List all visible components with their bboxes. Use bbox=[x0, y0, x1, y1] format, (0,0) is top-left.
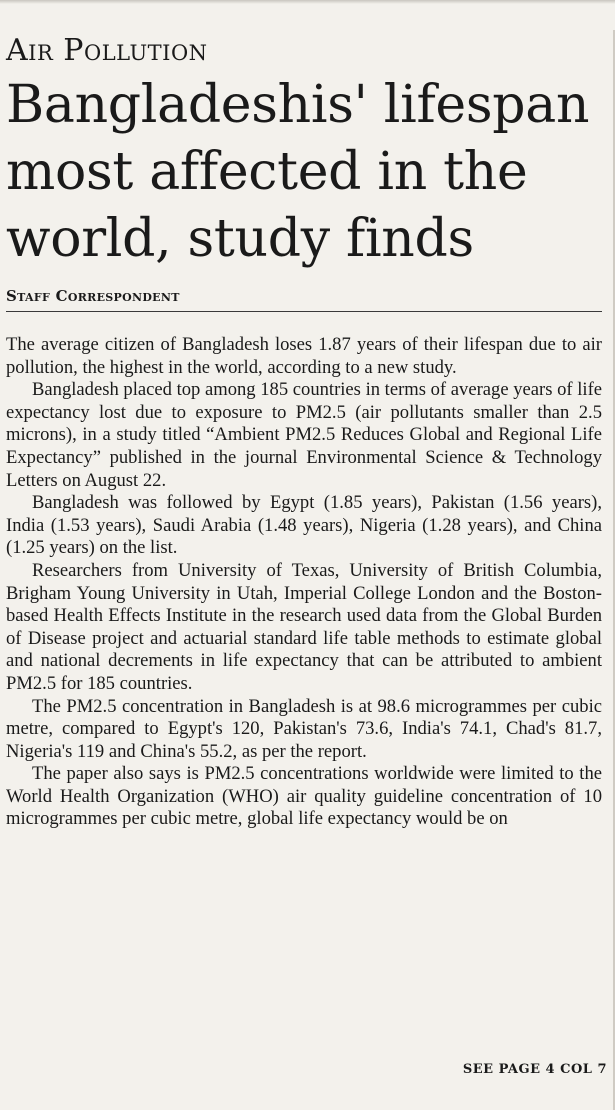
headline: Bangladeshis' lifespan most affected in the world, study finds bbox=[6, 75, 590, 269]
paragraph: The PM2.5 concentration in Bangladesh is at 98.6 microgrammes per cubic metre, compared to Egypt's 120, Pakistan's 73.6, India's 74.1, Chad's 81.7, Nigeria's 119 and China's 55.2, as per the report. bbox=[6, 695, 602, 762]
section-kicker: Air Pollution bbox=[6, 33, 208, 68]
top-border bbox=[0, 0, 615, 4]
paragraph: Bangladesh was followed by Egypt (1.85 years), Pakistan (1.56 years), India (1.53 years), Saudi Arabia (1.48 years), Nigeria (1.28 years), and China (1.25 years) on the list. bbox=[6, 492, 602, 559]
article-body bbox=[6, 334, 602, 831]
paragraph: Researchers from University of Texas, University of British Columbia, Brigham Young University in Utah, Imperial College London and the Boston-based Health Effects Institute in the research used data from the Global Burden of Disease project and actuarial standard life table methods to estimate global and national decrements in life expectancy that can be attributed to ambient PM2.5 for 185 countries. bbox=[6, 559, 602, 694]
news-article bbox=[6, 26, 602, 831]
paragraph: The average citizen of Bangladesh loses 1.87 years of their lifespan due to air pollution, the highest in the world, according to a new study. bbox=[6, 334, 602, 378]
paragraph: The paper also says is PM2.5 concentrations worldwide were limited to the World Health Organization (WHO) air quality guideline concentration of 10 microgrammes per cubic metre, global life expectancy would be on bbox=[6, 763, 602, 830]
continuation-line: SEE PAGE 4 COL 7 bbox=[462, 1062, 607, 1077]
paragraph: Bangladesh placed top among 185 countries in terms of average years of life expectancy lost due to exposure to PM2.5 (air pollutants smaller than 2.5 microns), in a study titled “Ambient PM2.5 Reduces Global and Regional Life Expectancy” published in the journal Environmental Science & Technology Letters on August 22. bbox=[6, 379, 603, 491]
byline: Staff Correspondent bbox=[6, 287, 602, 312]
